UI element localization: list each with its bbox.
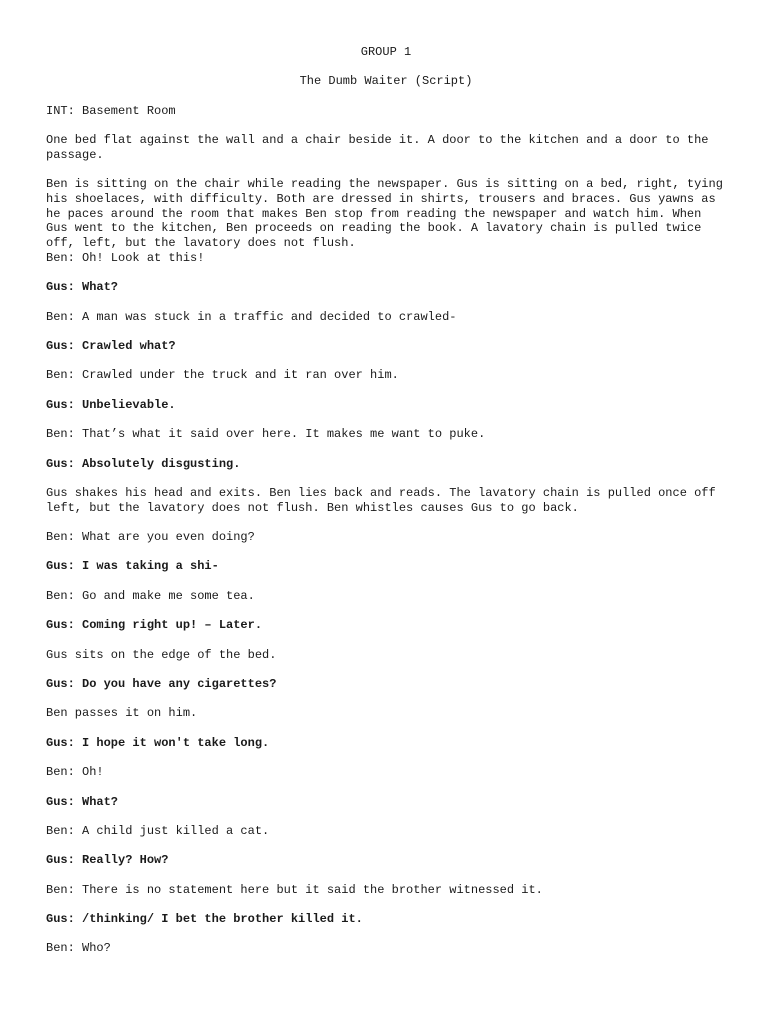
dialogue-gus: Gus: Coming right up! – Later. <box>46 618 263 633</box>
dialogue-gus: Gus: /thinking/ I bet the brother killed it. <box>46 912 363 927</box>
dialogue-gus: Gus: Unbelievable. <box>46 397 176 412</box>
script-page <box>46 45 731 971</box>
dialogue-ben: Ben: Oh! <box>46 765 104 780</box>
dialogue-gus: Gus: What? <box>46 794 119 809</box>
dialogue-ben: Ben: A man was stuck in a traffic and decided to crawled- <box>46 309 457 324</box>
dialogue-ben: Ben: Go and make me some tea. <box>46 588 255 603</box>
dialogue-ben: Ben: Oh! Look at this! <box>46 250 205 265</box>
dialogue-gus: Gus: Crawled what? <box>46 338 176 353</box>
dialogue-gus: Gus: Do you have any cigarettes? <box>46 676 277 691</box>
dialogue-gus: Gus: Really? How? <box>46 853 169 868</box>
dialogue-gus: Gus: What? <box>46 280 119 295</box>
action-paragraph: Gus sits on the edge of the bed. <box>46 647 277 662</box>
dialogue-ben: Ben: A child just killed a cat. <box>46 823 270 838</box>
action-paragraph: Ben is sitting on the chair while reading the newspaper. Gus is sitting on a bed, right, tying his shoelaces, with difficulty. Both are dressed in shirts, trousers and braces. Gus yawns as he paces around the room that makes Ben stop from reading the newspaper and watch him. When Gus went to the kitchen, Ben proceeds on reading the book. A lavatory chain is pulled twice off, left, but the lavatory does not flush. <box>46 177 731 251</box>
dialogue-gus: Gus: Absolutely disgusting. <box>46 456 241 471</box>
dialogue-ben: Ben: Who? <box>46 941 111 956</box>
action-paragraph: Gus shakes his head and exits. Ben lies back and reads. The lavatory chain is pulled once off left, but the lavatory does not flush. Ben whistles causes Gus to go back. <box>46 485 723 515</box>
dialogue-gus: Gus: I hope it won't take long. <box>46 735 270 750</box>
setting-description: One bed flat against the wall and a chair beside it. A door to the kitchen and a door to the passage. <box>46 133 716 162</box>
scene-heading: INT: Basement Room <box>46 103 176 118</box>
dialogue-ben: Ben: There is no statement here but it said the brother witnessed it. <box>46 882 543 897</box>
dialogue-ben: Ben: Crawled under the truck and it ran over him. <box>46 368 399 383</box>
dialogue-ben: Ben: That’s what it said over here. It makes me want to puke. <box>46 427 486 442</box>
dialogue-ben: Ben: What are you even doing? <box>46 530 255 544</box>
group-heading: GROUP 1 <box>360 45 412 59</box>
dialogue-gus: Gus: I was taking a shi- <box>46 559 219 574</box>
action-paragraph: Ben passes it on him. <box>46 706 198 721</box>
script-title: The Dumb Waiter (Script) <box>299 74 473 89</box>
